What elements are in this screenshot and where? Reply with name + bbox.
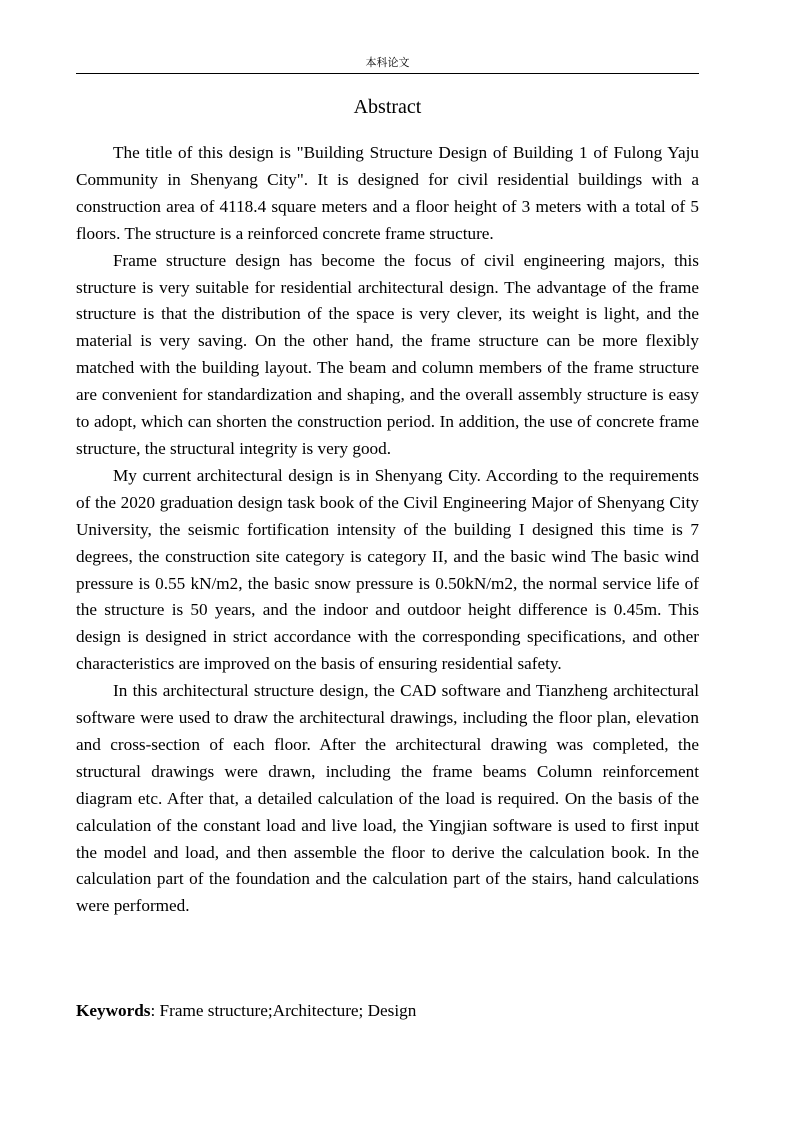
abstract-body <box>76 140 699 920</box>
header-rule <box>76 73 699 74</box>
running-header: 本科论文 <box>365 56 410 69</box>
paragraph-4: In this architectural structure design, the CAD software and Tianzheng architectural software were used to draw the architectural drawings, including the floor plan, elevation and cross-section of each floor. After the architectural drawing was completed, the structural drawings were drawn, including the frame beams Column reinforcement diagram etc. After that, a detailed calculation of the load is required. On the basis of the calculation of the constant load and live load, the Yingjian software is used to first input the model and load, and then assemble the floor to derive the calculation book. In the calculation part of the foundation and the calculation part of the stairs, hand calculations were performed. <box>76 681 699 916</box>
paragraph-2: Frame structure design has become the focus of civil engineering majors, this structure is very suitable for residential architectural design. The advantage of the frame structure is that the distribution of the space is very clever, its weight is light, and the material is very saving. On the other hand, the frame structure can be more flexibly matched with the building layout. The beam and column members of the frame structure are convenient for standardization and shaping, and the overall assembly structure is easy to adopt, which can shorten the construction period. In addition, the use of concrete frame structure, the structural integrity is very good. <box>76 250 699 458</box>
keywords-value: : Frame structure;Architecture; Design <box>150 1001 417 1020</box>
paragraph-1: The title of this design is "Building Structure Design of Building 1 of Fulong Yaju Community in Shenyang City". It is designed for civil residential buildings with a construction area of 4118.4 square meters and a floor height of 3 meters with a total of 5 floors. The structure is a reinforced concrete frame structure. <box>76 143 699 243</box>
abstract-title: Abstract <box>353 96 422 118</box>
keywords-label: Keywords <box>76 1001 151 1020</box>
keywords-line <box>76 997 699 1024</box>
paragraph-3: My current architectural design is in Shenyang City. According to the requirements of the 2020 graduation design task book of the Civil Engineering Major of Shenyang City University, the seismic fortification intensity of the building I designed this time is 7 degrees, the construction site category is category II, and the basic wind The basic wind pressure is 0.55 kN/m2, the basic snow pressure is 0.50kN/m2, the normal service life of the structure is 50 years, and the indoor and outdoor height difference is 0.45m. This design is designed in strict accordance with the corresponding specifications, and other characteristics are improved on the basis of ensuring residential safety. <box>76 465 699 674</box>
